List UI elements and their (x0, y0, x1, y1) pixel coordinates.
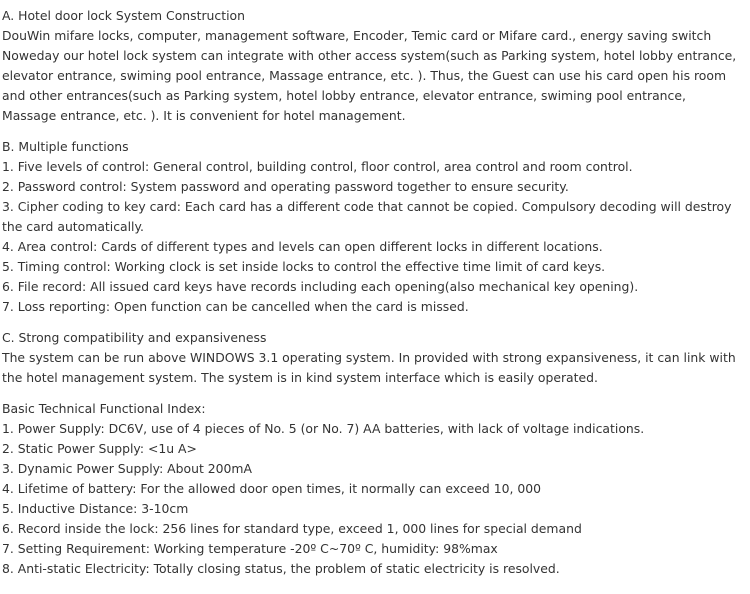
section-technical-index (2, 399, 742, 579)
list-item: 7. Loss reporting: Open function can be cancelled when the card is missed. (2, 299, 469, 314)
section-compatibility (2, 328, 742, 388)
list-item: 4. Lifetime of battery: For the allowed door open times, it normally can exceed 10, 000 (2, 481, 542, 496)
paragraph-line: Noweday our hotel lock system can integrate with other access system(such as Parking system, hotel lobby entrance, elevator entrance, swiming pool entrance, Massage entrance, etc. ). Thus, the Guest can use his card open his room and other entrances(such as Parking system, hotel lobby entrance, elevator entrance, swiming pool entrance, Massage entrance, etc. ). It is convenient for hotel management. (2, 48, 737, 123)
list-item: 4. Area control: Cards of different types and levels can open different locks in different locations. (2, 239, 603, 254)
section-heading: B. Multiple functions (2, 139, 129, 154)
section-multiple-functions (2, 137, 742, 317)
list-item: 5. Inductive Distance: 3-10cm (2, 501, 189, 516)
paragraph-line: DouWin mifare locks, computer, management software, Encoder, Temic card or Mifare card., energy saving switch (2, 28, 712, 43)
list-item: 8. Anti-static Electricity: Totally closing status, the problem of static electricity is resolved. (2, 561, 560, 576)
section-system-construction (2, 6, 742, 126)
list-item: 7. Setting Requirement: Working temperature -20º C~70º C, humidity: 98%max (2, 541, 498, 556)
list-item: 6. Record inside the lock: 256 lines for standard type, exceed 1, 000 lines for special demand (2, 521, 582, 536)
list-item: 2. Password control: System password and operating password together to ensure security. (2, 179, 569, 194)
list-item: 3. Dynamic Power Supply: About 200mA (2, 461, 252, 476)
section-heading: Basic Technical Functional Index: (2, 401, 206, 416)
list-item: 1. Power Supply: DC6V, use of 4 pieces of No. 5 (or No. 7) AA batteries, with lack of voltage indications. (2, 421, 645, 436)
section-heading: A. Hotel door lock System Construction (2, 8, 245, 23)
list-item: 1. Five levels of control: General control, building control, floor control, area control and room control. (2, 159, 633, 174)
paragraph-line: The system can be run above WINDOWS 3.1 operating system. In provided with strong expansiveness, it can link with the hotel management system. The system is in kind system interface which is easily operated. (2, 350, 736, 385)
document-body (2, 6, 742, 579)
list-item: 3. Cipher coding to key card: Each card has a different code that cannot be copied. Compulsory decoding will destroy the card automatically. (2, 199, 732, 234)
list-item: 2. Static Power Supply: <1u A> (2, 441, 197, 456)
list-item: 6. File record: All issued card keys have records including each opening(also mechanical key opening). (2, 279, 639, 294)
section-heading: C. Strong compatibility and expansiveness (2, 330, 267, 345)
list-item: 5. Timing control: Working clock is set inside locks to control the effective time limit of card keys. (2, 259, 606, 274)
